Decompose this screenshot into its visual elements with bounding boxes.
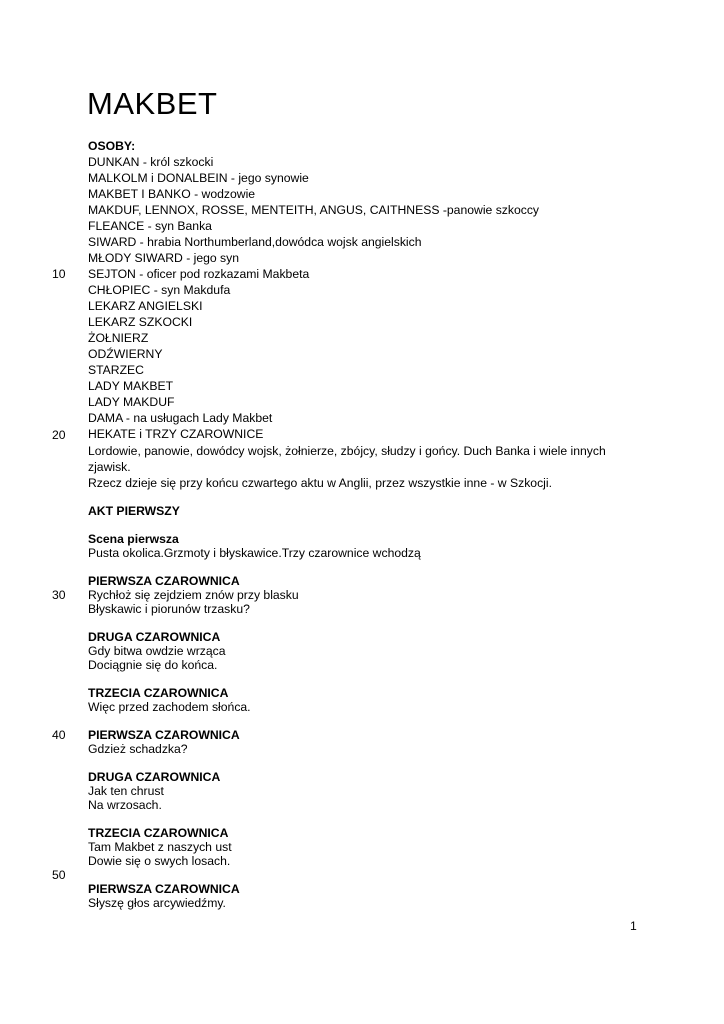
person-entry: MAKBET I BANKO - wodzowie bbox=[88, 187, 256, 201]
person-entry: SEJTON - oficer pod rozkazami Makbeta bbox=[88, 267, 310, 281]
person-entry: MŁODY SIWARD - jego syn bbox=[88, 251, 240, 265]
person-entry: HEKATE i TRZY CZAROWNICE bbox=[88, 427, 264, 441]
stage-direction: Pusta okolica.Grzmoty i błyskawice.Trzy czarownice wchodzą bbox=[88, 546, 421, 560]
speaker-name: PIERWSZA CZAROWNICA bbox=[88, 574, 240, 588]
extras-line: zjawisk. bbox=[88, 460, 131, 474]
person-entry: FLEANCE - syn Banka bbox=[88, 219, 212, 233]
verse-line: Dociągnie się do końca. bbox=[88, 658, 218, 672]
scene-heading: Scena pierwsza bbox=[88, 532, 179, 546]
person-entry: CHŁOPIEC - syn Makdufa bbox=[88, 283, 231, 297]
person-entry: LADY MAKDUF bbox=[88, 395, 175, 409]
speaker-name: TRZECIA CZAROWNICA bbox=[88, 686, 229, 700]
verse-line: Błyskawic i piorunów trzasku? bbox=[88, 602, 250, 616]
person-entry: ŻOŁNIERZ bbox=[88, 331, 149, 345]
person-entry: SIWARD - hrabia Northumberland,dowódca wojsk angielskich bbox=[88, 235, 422, 249]
person-entry: LEKARZ SZKOCKI bbox=[88, 315, 193, 329]
verse-line: Na wrzosach. bbox=[88, 798, 162, 812]
line-number: 20 bbox=[52, 428, 66, 442]
verse-line: Rychłoż się zejdziem znów przy blasku bbox=[88, 588, 299, 602]
verse-line: Tam Makbet z naszych ust bbox=[88, 840, 232, 854]
line-number: 10 bbox=[52, 267, 66, 281]
verse-line: Słyszę głos arcywiedźmy. bbox=[88, 896, 226, 910]
line-number: 50 bbox=[52, 868, 66, 882]
person-entry: DUNKAN - król szkocki bbox=[88, 155, 214, 169]
person-entry: LEKARZ ANGIELSKI bbox=[88, 299, 203, 313]
verse-line: Jak ten chrust bbox=[88, 784, 164, 798]
line-number: 30 bbox=[52, 588, 66, 602]
extras-line: Lordowie, panowie, dowódcy wojsk, żołnierze, zbójcy, słudzy i gońcy. Duch Banka i wiele innych bbox=[88, 444, 606, 458]
line-number: 40 bbox=[52, 728, 66, 742]
verse-line: Gdy bitwa owdzie wrząca bbox=[88, 644, 226, 658]
person-entry: ODŹWIERNY bbox=[88, 347, 163, 361]
persons-heading: OSOBY: bbox=[88, 139, 136, 153]
speaker-name: PIERWSZA CZAROWNICA bbox=[88, 882, 240, 896]
document-title: MAKBET bbox=[87, 86, 218, 121]
act-heading: AKT PIERWSZY bbox=[88, 504, 180, 518]
verse-line: Gdzież schadzka? bbox=[88, 742, 188, 756]
page-number: 1 bbox=[630, 919, 637, 933]
person-entry: LADY MAKBET bbox=[88, 379, 174, 393]
person-entry: MAKDUF, LENNOX, ROSSE, MENTEITH, ANGUS, CAITHNESS -panowie szkoccy bbox=[88, 203, 540, 217]
person-entry: MALKOLM i DONALBEIN - jego synowie bbox=[88, 171, 309, 185]
verse-line: Więc przed zachodem słońca. bbox=[88, 700, 251, 714]
speaker-name: TRZECIA CZAROWNICA bbox=[88, 826, 229, 840]
speaker-name: DRUGA CZAROWNICA bbox=[88, 770, 221, 784]
person-entry: STARZEC bbox=[88, 363, 144, 377]
speaker-name: DRUGA CZAROWNICA bbox=[88, 630, 221, 644]
verse-line: Dowie się o swych losach. bbox=[88, 854, 231, 868]
person-entry: DAMA - na usługach Lady Makbet bbox=[88, 411, 273, 425]
setting-line: Rzecz dzieje się przy końcu czwartego aktu w Anglii, przez wszystkie inne - w Szkocji. bbox=[88, 476, 552, 490]
speaker-name: PIERWSZA CZAROWNICA bbox=[88, 728, 240, 742]
